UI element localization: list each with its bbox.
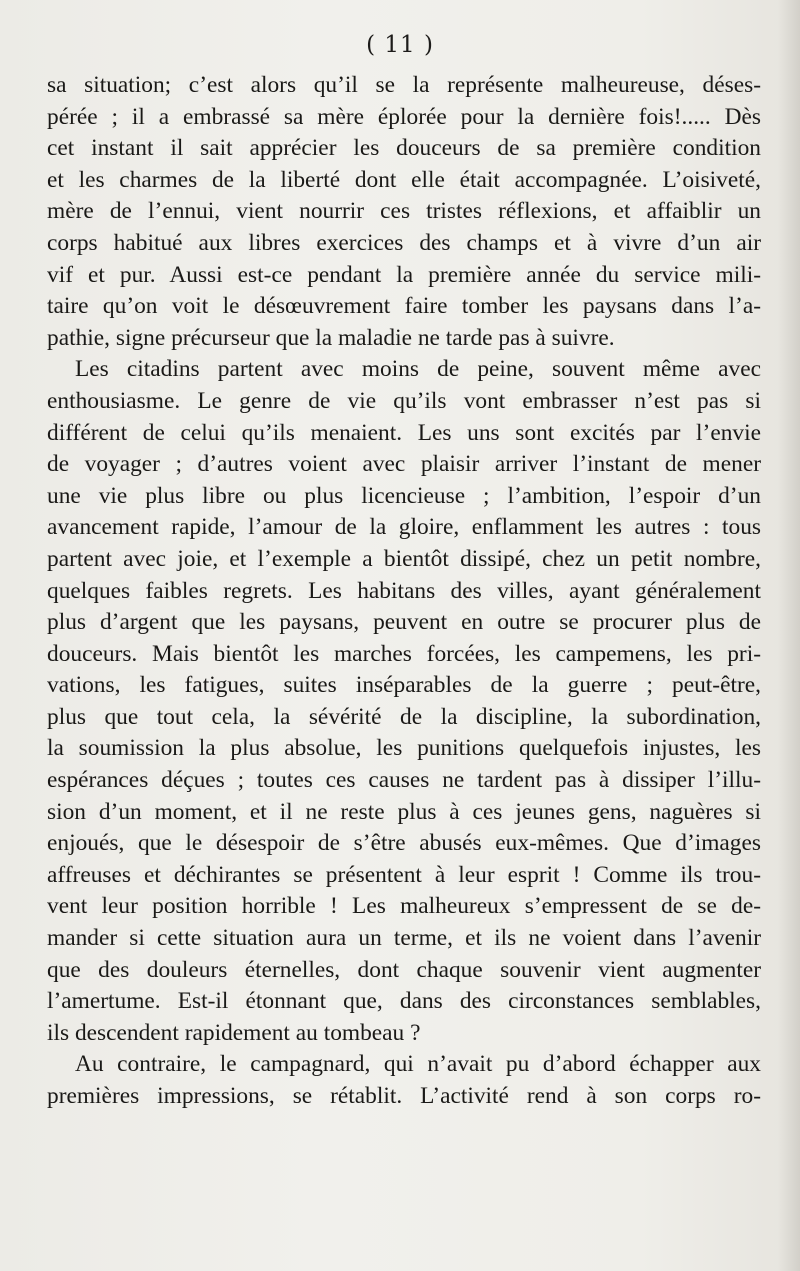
text-line: sion d’un moment, et il ne reste plus à ces jeunes gens, naguères si bbox=[47, 798, 761, 825]
text-line: taire qu’on voit le désœuvrement faire tomber les paysans dans l’a- bbox=[47, 293, 761, 320]
text-line: mère de l’ennui, vient nourrir ces tristes réflexions, et affaiblir un bbox=[47, 198, 761, 225]
text-line: sa situation; c’est alors qu’il se la représente malheureuse, déses- bbox=[47, 72, 761, 98]
text-line: de voyager ; d’autres voient avec plaisir arriver l’instant de mener bbox=[47, 451, 761, 478]
body-text bbox=[47, 70, 761, 1113]
text-line: quelques faibles regrets. Les habitans des villes, ayant généralement bbox=[47, 577, 761, 604]
text-line: vations, les fatigues, suites inséparables de la guerre ; peut-être, bbox=[47, 672, 761, 699]
text-line: et les charmes de la liberté dont elle était accompagnée. L’oisiveté, bbox=[47, 166, 761, 193]
text-line: plus que tout cela, la sévérité de la discipline, la subordination, bbox=[47, 703, 761, 730]
text-line: corps habitué aux libres exercices des champs et à vivre d’un air bbox=[47, 229, 761, 256]
text-line: vif et pur. Aussi est-ce pendant la première année du service mili- bbox=[47, 261, 761, 288]
text-line: une vie plus libre ou plus licencieuse ; l’ambition, l’espoir d’un bbox=[47, 482, 761, 509]
page-number: ( 11 ) bbox=[366, 32, 434, 58]
text-line: vent leur position horrible ! Les malheureux s’empressent de se de- bbox=[47, 893, 761, 920]
text-line: pérée ; il a embrassé sa mère éplorée pour la dernière fois!..... Dès bbox=[47, 103, 761, 130]
page-edge-shadow bbox=[778, 0, 800, 1271]
text-line: douceurs. Mais bientôt les marches forcées, les campemens, les pri- bbox=[47, 640, 761, 667]
text-line: différent de celui qu’ils menaient. Les uns sont excités par l’envie bbox=[47, 419, 761, 446]
text-line: ils descendent rapidement au tombeau ? bbox=[47, 1019, 421, 1046]
text-line: mander si cette situation aura un terme, et ils ne voient dans l’avenir bbox=[47, 925, 761, 952]
text-line: plus d’argent que les paysans, peuvent en outre se procurer plus de bbox=[47, 609, 761, 636]
text-line: pathie, signe précurseur que la maladie ne tarde pas à suivre. bbox=[47, 324, 615, 351]
text-line: enjoués, que le désespoir de s’être abusés eux-mêmes. Que d’images bbox=[47, 830, 761, 857]
text-line: affreuses et déchirantes se présentent à leur esprit ! Comme ils trou- bbox=[47, 861, 761, 888]
text-line: premières impressions, se rétablit. L’activité rend à son corps ro- bbox=[47, 1083, 761, 1109]
text-line: que des douleurs éternelles, dont chaque souvenir vient augmenter bbox=[47, 956, 761, 983]
text-line: Au contraire, le campagnard, qui n’avait pu d’abord échapper aux bbox=[75, 1051, 761, 1078]
text-line: enthousiasme. Le genre de vie qu’ils vont embrasser n’est pas si bbox=[47, 387, 761, 414]
text-line: espérances déçues ; toutes ces causes ne tardent pas à dissiper l’illu- bbox=[47, 767, 761, 794]
text-line: partent avec joie, et l’exemple a bientôt dissipé, chez un petit nombre, bbox=[47, 545, 761, 572]
text-line: avancement rapide, l’amour de la gloire, enflamment les autres : tous bbox=[47, 514, 761, 541]
text-line: Les citadins partent avec moins de peine, souvent même avec bbox=[75, 356, 761, 383]
text-line: la soumission la plus absolue, les punitions quelquefois injustes, les bbox=[47, 735, 761, 762]
text-line: cet instant il sait apprécier les douceurs de sa première condition bbox=[47, 135, 761, 162]
text-line: l’amertume. Est-il étonnant que, dans des circonstances semblables, bbox=[47, 988, 761, 1015]
